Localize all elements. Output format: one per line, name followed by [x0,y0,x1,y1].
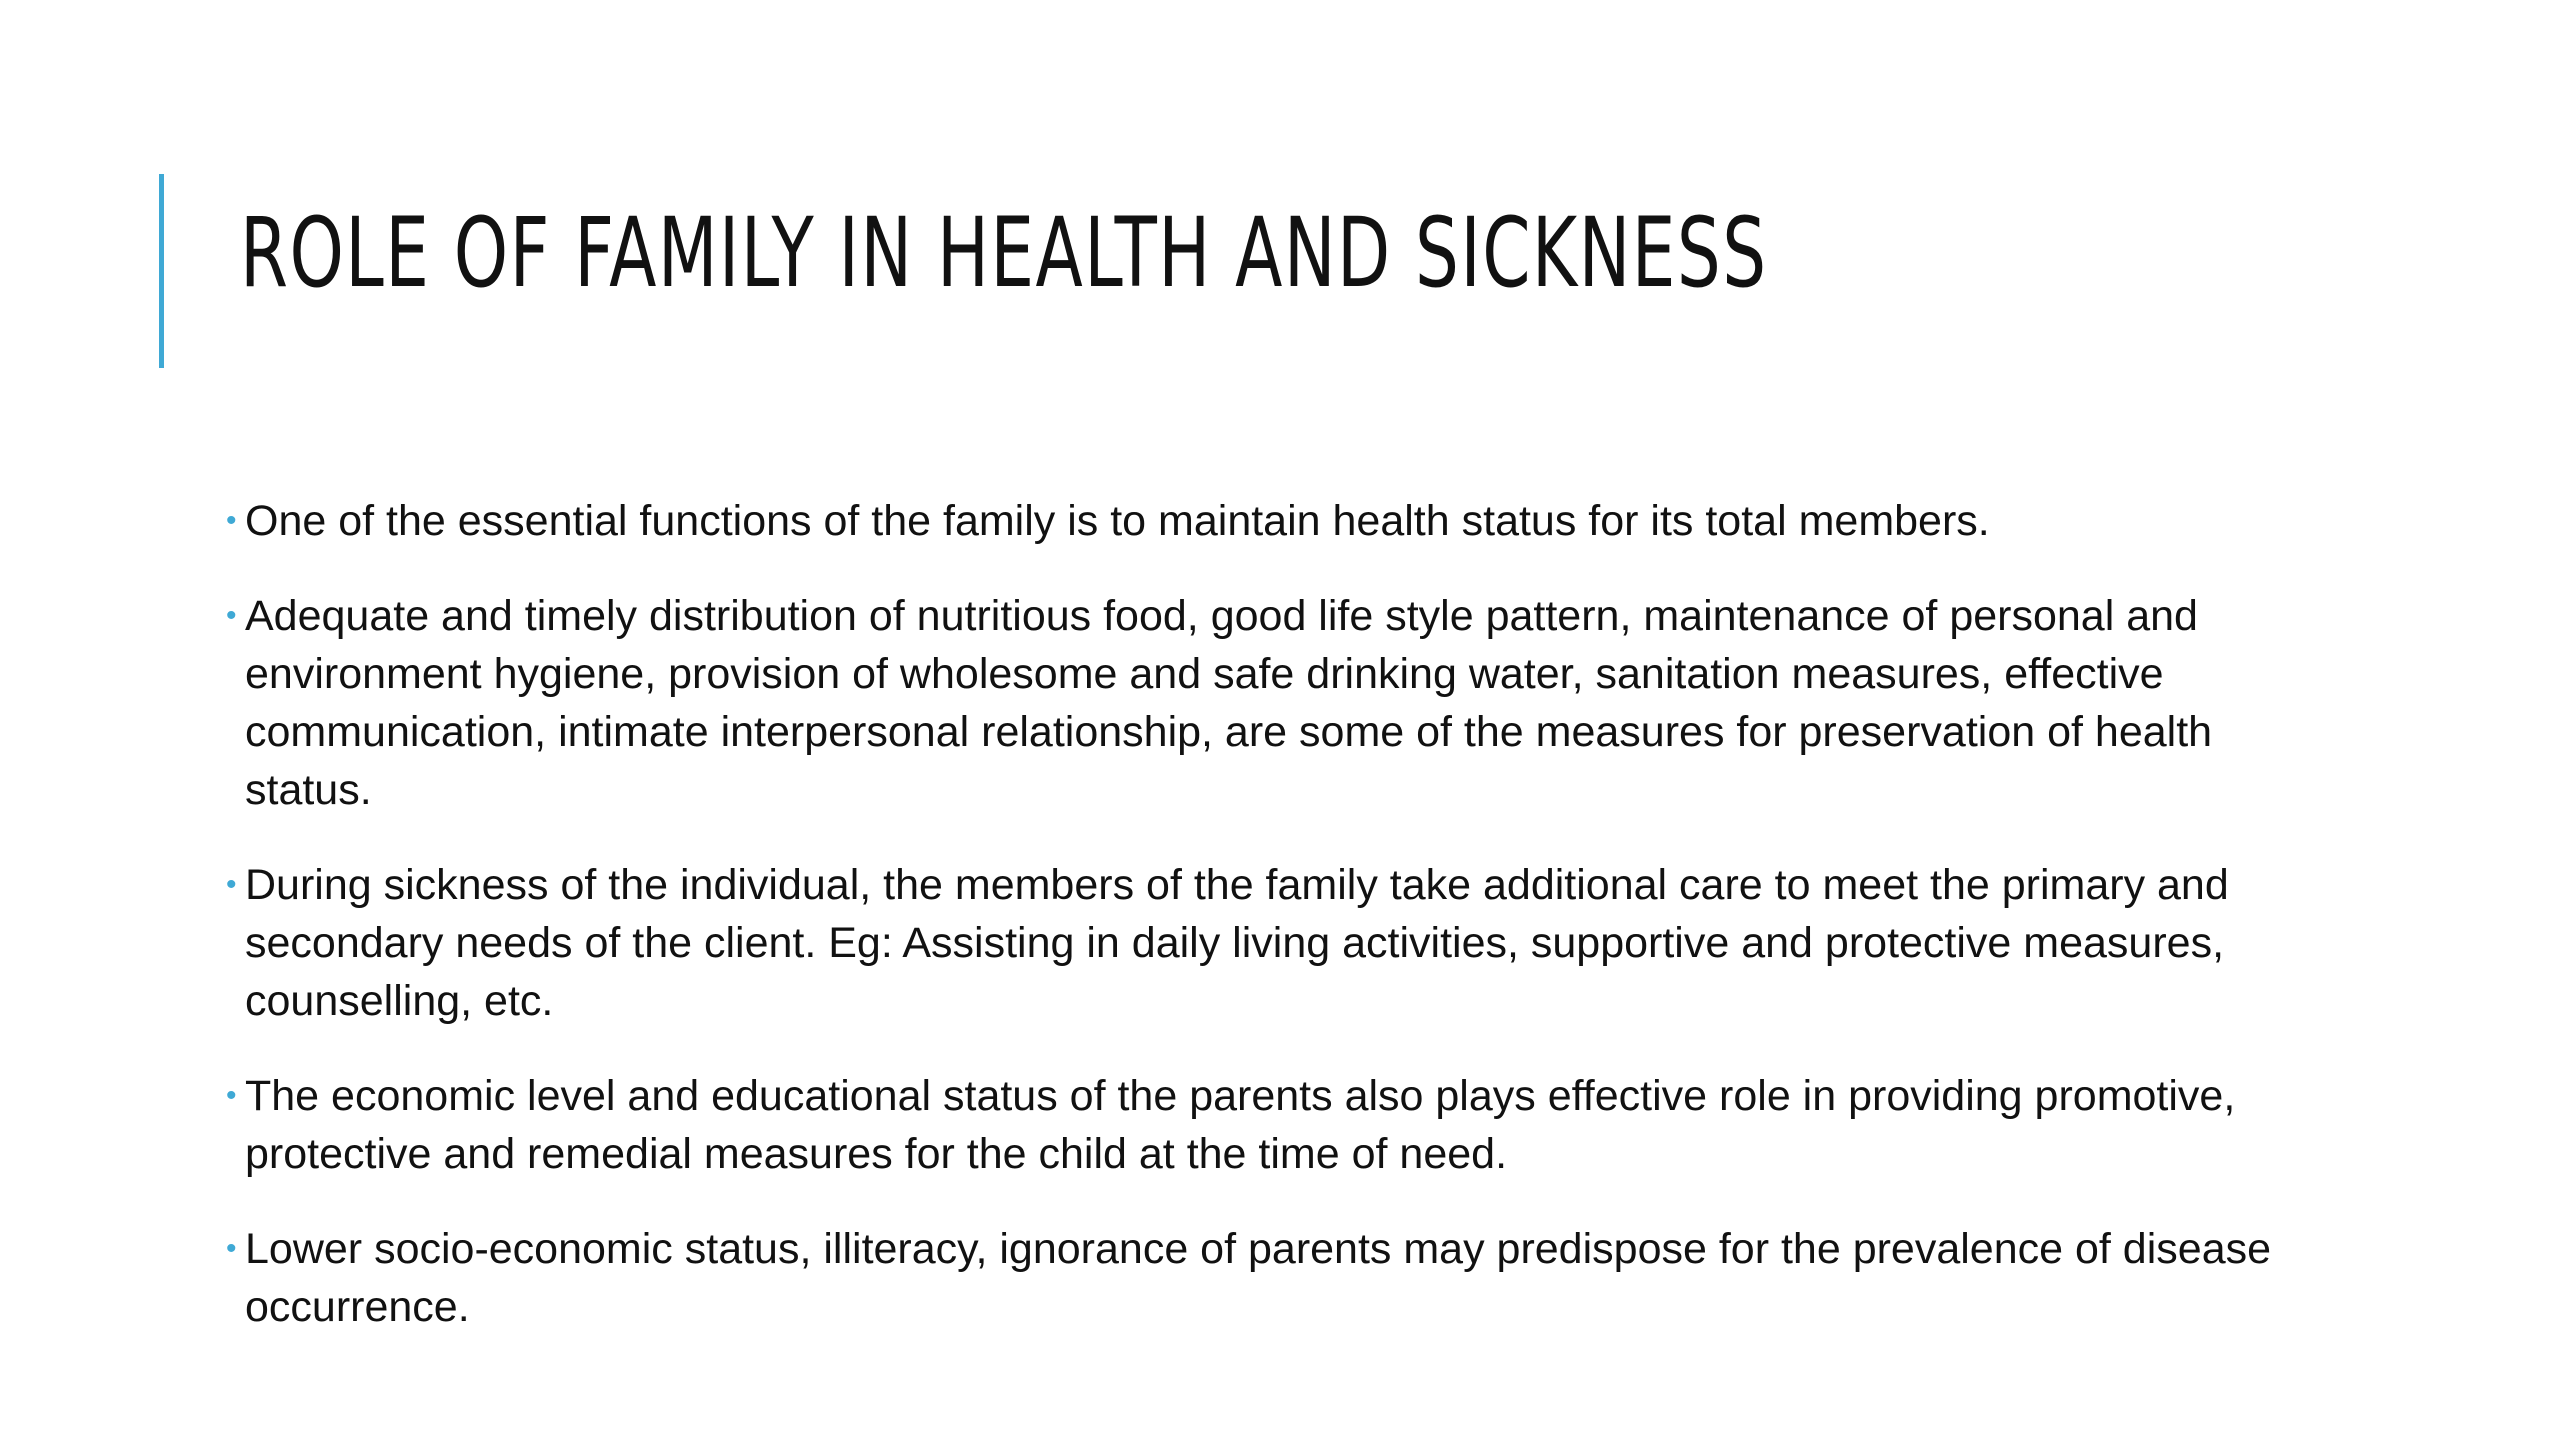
bullet-icon: • [226,504,237,537]
bullet-text: The economic level and educational status of the parents also plays effective role in providing promotive, protective and remedial measures for the child at the time of need. [245,1072,2236,1178]
bullet-icon: • [226,599,237,632]
bullet-icon: • [226,1079,237,1112]
bullet-item [226,587,2306,819]
bullet-icon: • [226,868,237,901]
title-accent-bar [159,174,164,368]
bullet-item [226,1067,2306,1183]
bullet-item [226,1220,2306,1336]
bullet-text: Adequate and timely distribution of nutritious food, good life style pattern, maintenance of personal and environment hygiene, provision of wholesome and safe drinking water, sanitation measures, effective communication, intimate interpersonal relationship, are some of the measures for preservation of health status. [245,592,2213,814]
bullet-list [226,492,2306,1373]
bullet-text: During sickness of the individual, the members of the family take additional care to meet the primary and secondary needs of the client. Eg: Assisting in daily living activities, supportive and protective measures, counselling, etc. [245,861,2229,1025]
bullet-item [226,492,2306,550]
slide-title: ROLE OF FAMILY IN HEALTH AND SICKNESS [240,197,1768,309]
bullet-text: Lower socio-economic status, illiteracy, ignorance of parents may predispose for the prevalence of disease occurrence. [245,1225,2272,1331]
bullet-icon: • [226,1232,237,1265]
bullet-item [226,856,2306,1030]
bullet-text: One of the essential functions of the family is to maintain health status for its total members. [245,497,1990,545]
